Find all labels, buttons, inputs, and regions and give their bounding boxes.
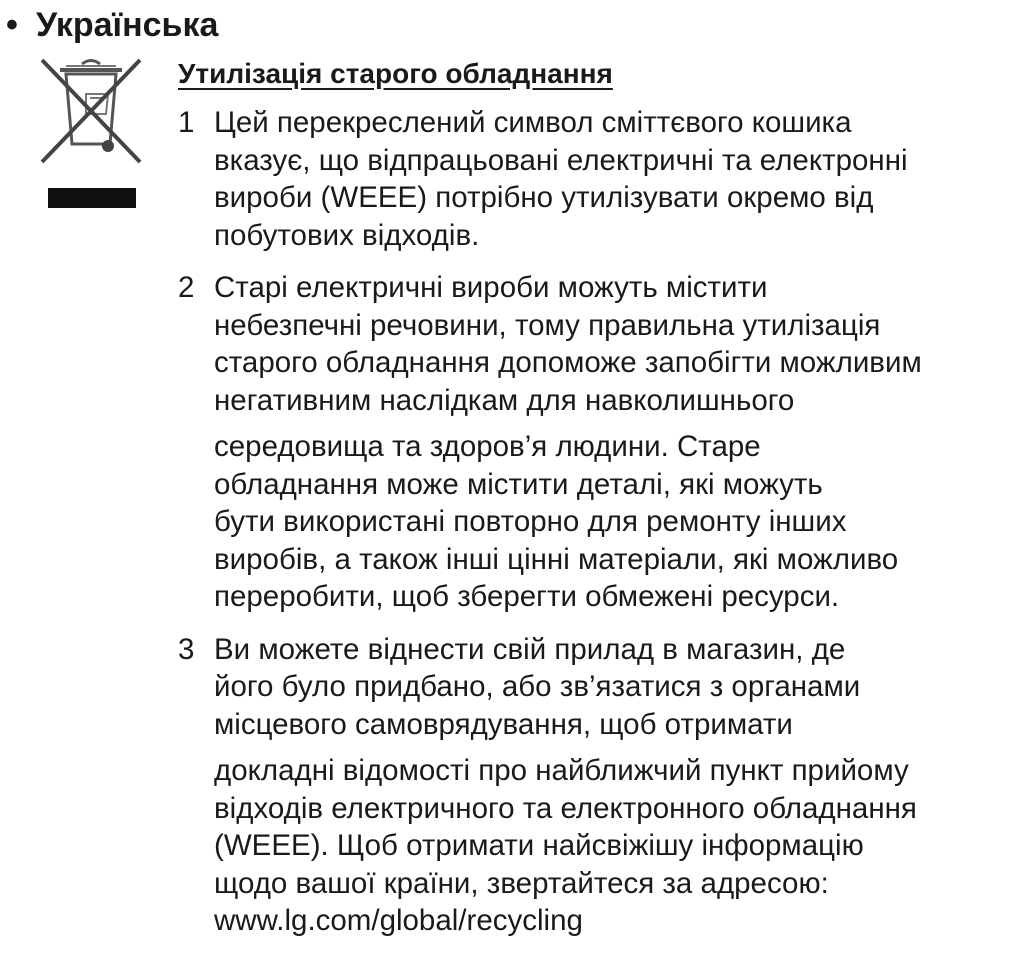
list-item: [178, 104, 1013, 254]
item-text-line: побутових відходів.: [214, 218, 480, 252]
item-text-line: небезпечні речовини, тому правильна утилізація: [214, 308, 881, 342]
bullet: •: [6, 6, 18, 44]
item-text-line: вказує, що відпрацьовані електричні та електронні: [214, 143, 908, 177]
section-title: Утилізація старого обладнання: [178, 58, 613, 89]
language-label: Українська: [36, 6, 219, 44]
recycling-url: www.lg.com/global/recycling: [214, 904, 583, 937]
item-text-line: виробів, а також інші цінні матеріали, які можливо: [214, 542, 899, 576]
item-number: 1: [178, 106, 195, 139]
instructions-list: [178, 104, 1013, 940]
item-text-line: старого обладнання допоможе запобігти можливим: [214, 346, 922, 379]
item-text-line: Старі електричні вироби можуть містити: [214, 271, 768, 304]
item-text-line: Цей перекреслений символ сміттєвого кошика: [214, 106, 852, 139]
item-text-line: негативним наслідкам для навколишнього: [214, 383, 795, 417]
item-number: 2: [178, 271, 195, 304]
item-number: 3: [178, 632, 195, 666]
item-text-line: обладнання може містити деталі, які можуть: [214, 467, 823, 501]
crossed-out-wheelie-bin-icon: [36, 54, 146, 214]
item-text-line: його було придбано, або зв’язатися з органами: [214, 670, 861, 703]
item-text-line: відходів електричного та електронного обладнання: [214, 791, 917, 825]
item-text-line: переробити, щоб зберегти обмежені ресурси.: [214, 580, 840, 613]
item-text-line: Ви можете віднести свій прилад в магазин, де: [214, 632, 846, 666]
item-text-line: середовища та здоров’я людини. Старе: [214, 430, 761, 463]
language-heading: [6, 2, 218, 48]
item-text-line: докладні відомості про найближчий пункт прийому: [214, 754, 909, 787]
item-text-line: бути використані повторно для ремонту інших: [214, 505, 847, 538]
list-item: [178, 269, 1013, 616]
item-text-line: (WEEE). Щоб отримати найсвіжішу інформацію: [214, 829, 864, 862]
item-text-line: місцевого самоврядування, щоб отримати: [214, 707, 793, 741]
list-item: [178, 631, 1013, 940]
item-text-line: вироби (WEEE) потрібно утилізувати окремо від: [214, 181, 874, 214]
item-text-line: щодо вашої країни, звертайтеся за адресою:: [214, 866, 829, 900]
